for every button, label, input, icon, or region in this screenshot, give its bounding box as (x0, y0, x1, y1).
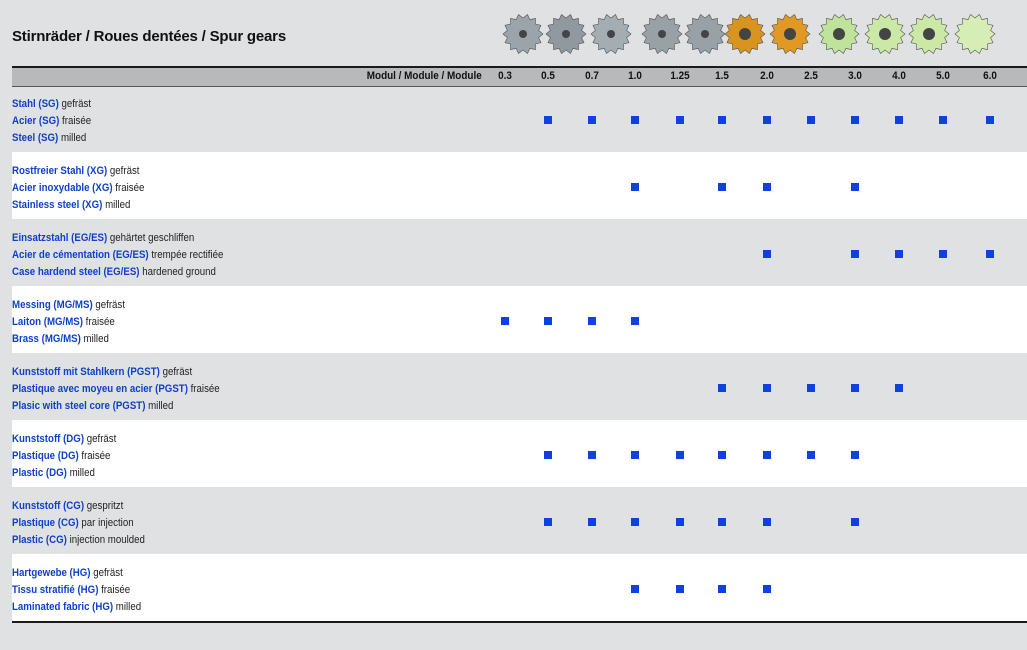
material-line (12, 431, 116, 448)
availability-marker (895, 384, 903, 392)
availability-marker (588, 116, 596, 124)
material-process: fraisée (98, 584, 131, 596)
material-process: milled (113, 601, 142, 613)
availability-marker (631, 451, 639, 459)
material-name-bold: Stainless steel (XG) (12, 199, 103, 211)
material-name-bold: Brass (MG/MS) (12, 333, 81, 345)
material-process: fraisée (59, 115, 92, 127)
availability-marker (763, 183, 771, 191)
material-name (12, 431, 116, 482)
material-line (12, 314, 125, 331)
material-process: gefräst (90, 567, 123, 579)
material-process: gehärtet geschliffen (107, 232, 195, 244)
availability-marker (763, 384, 771, 392)
material-name-bold: Case hardend steel (EG/ES) (12, 266, 140, 278)
material-line (12, 247, 223, 264)
material-line (12, 582, 141, 599)
module-col-6: 2.0 (760, 70, 774, 82)
gear-plastic-3-icon (952, 10, 998, 63)
material-process: milled (102, 199, 131, 211)
material-line (12, 498, 145, 515)
availability-marker (763, 518, 771, 526)
material-process: hardened ground (139, 266, 216, 278)
material-name-bold: Kunststoff (CG) (12, 500, 85, 512)
material-name (12, 163, 144, 214)
material-name (12, 364, 220, 415)
availability-marker (895, 250, 903, 258)
material-process: milled (145, 400, 174, 412)
availability-marker (851, 518, 859, 526)
availability-marker (718, 183, 726, 191)
gear-brass-1-icon (722, 10, 768, 63)
material-row (12, 555, 1027, 623)
material-process: gefräst (107, 165, 140, 177)
module-col-9: 4.0 (892, 70, 906, 82)
material-process: milled (58, 132, 87, 144)
material-row (12, 354, 1027, 421)
material-line (12, 532, 145, 549)
material-line (12, 163, 144, 180)
material-process: milled (80, 333, 109, 345)
material-line (12, 96, 91, 113)
material-name-bold: Tissu stratifié (HG) (12, 584, 99, 596)
module-col-1: 0.5 (541, 70, 555, 82)
availability-marker (763, 451, 771, 459)
material-row (12, 86, 1027, 153)
page-title: Stirnräder / Roues dentées / Spur gears (12, 28, 286, 45)
material-row (12, 153, 1027, 220)
availability-marker (718, 116, 726, 124)
availability-marker (501, 317, 509, 325)
material-process: fraisée (78, 450, 111, 462)
module-col-11: 6.0 (983, 70, 997, 82)
availability-marker (763, 250, 771, 258)
material-name (12, 565, 141, 616)
module-col-2: 0.7 (585, 70, 599, 82)
materials-table (12, 86, 1027, 623)
availability-marker (544, 451, 552, 459)
material-line (12, 197, 144, 214)
material-line (12, 130, 91, 147)
material-process: trempée rectifiée (148, 249, 224, 261)
material-line (12, 264, 223, 281)
availability-marker (851, 250, 859, 258)
material-name-bold: Plastic (CG) (12, 534, 67, 546)
material-name-bold: Rostfreier Stahl (XG) (12, 165, 108, 177)
material-name-bold: Plastique (DG) (12, 450, 79, 462)
availability-marker (807, 451, 815, 459)
availability-marker (676, 585, 684, 593)
module-col-4: 1.25 (670, 70, 690, 82)
material-line (12, 465, 116, 482)
material-row (12, 421, 1027, 488)
availability-marker (807, 116, 815, 124)
material-name-bold: Einsatzstahl (EG/ES) (12, 232, 108, 244)
availability-marker (676, 451, 684, 459)
material-process: gefräst (159, 366, 193, 378)
material-line (12, 180, 144, 197)
material-line (12, 230, 223, 247)
material-name-bold: Steel (SG) (12, 132, 59, 144)
module-header-row (12, 66, 1027, 87)
module-col-8: 3.0 (848, 70, 862, 82)
material-process: gefräst (84, 433, 117, 445)
material-process: gefräst (92, 299, 125, 311)
availability-marker (544, 518, 552, 526)
material-name (12, 230, 223, 281)
material-line (12, 297, 125, 314)
material-name-bold: Stahl (SG) (12, 98, 59, 110)
material-line (12, 565, 141, 582)
material-line (12, 381, 220, 398)
availability-marker (631, 585, 639, 593)
module-label: Modul / Module / Module (367, 70, 482, 82)
material-line (12, 448, 116, 465)
material-name (12, 297, 125, 348)
material-process: gefräst (58, 98, 92, 110)
material-name-bold: Laiton (MG/MS) (12, 316, 83, 328)
material-process: injection moulded (66, 534, 145, 546)
availability-marker (718, 451, 726, 459)
availability-marker (631, 116, 639, 124)
material-name-bold: Acier de cémentation (EG/ES) (12, 249, 149, 261)
material-line (12, 515, 145, 532)
availability-marker (986, 116, 994, 124)
availability-marker (588, 451, 596, 459)
material-line (12, 364, 220, 381)
availability-marker (895, 116, 903, 124)
gear-plastic-2-icon (862, 10, 908, 63)
material-name (12, 498, 145, 549)
material-name-bold: Plastique avec moyeu en acier (PGST) (12, 383, 188, 395)
module-col-7: 2.5 (804, 70, 818, 82)
availability-marker (718, 518, 726, 526)
material-name (12, 96, 91, 147)
gear-steel-2-icon (543, 10, 589, 63)
availability-marker (763, 116, 771, 124)
availability-marker (851, 384, 859, 392)
material-name-bold: Plastic (DG) (12, 467, 67, 479)
material-name-bold: Kunststoff mit Stahlkern (PGST) (12, 366, 160, 378)
material-name-bold: Plasic with steel core (PGST) (12, 400, 146, 412)
gear-plastic-2-icon (906, 10, 952, 63)
availability-marker (718, 384, 726, 392)
material-row (12, 488, 1027, 555)
material-line (12, 398, 220, 415)
module-col-0: 0.3 (498, 70, 512, 82)
availability-marker (588, 317, 596, 325)
material-process: fraisée (112, 182, 145, 194)
material-name-bold: Laminated fabric (HG) (12, 601, 114, 613)
material-name-bold: Acier (SG) (12, 115, 60, 127)
gear-steel-3-icon (588, 10, 634, 63)
availability-marker (631, 317, 639, 325)
availability-marker (763, 585, 771, 593)
availability-marker (588, 518, 596, 526)
material-name-bold: Messing (MG/MS) (12, 299, 93, 311)
material-line (12, 599, 141, 616)
availability-marker (939, 250, 947, 258)
material-name-bold: Acier inoxydable (XG) (12, 182, 113, 194)
gear-plastic-1-icon (816, 10, 862, 63)
material-process: fraisée (82, 316, 115, 328)
availability-marker (851, 451, 859, 459)
availability-marker (676, 116, 684, 124)
material-name-bold: Plastique (CG) (12, 517, 79, 529)
availability-marker (544, 116, 552, 124)
availability-marker (718, 585, 726, 593)
material-row (12, 220, 1027, 287)
material-process: milled (66, 467, 95, 479)
module-col-10: 5.0 (936, 70, 950, 82)
availability-marker (631, 518, 639, 526)
gear-images (0, 6, 1027, 64)
availability-marker (986, 250, 994, 258)
module-col-5: 1.5 (715, 70, 729, 82)
material-process: fraisée (187, 383, 220, 395)
material-line (12, 331, 125, 348)
material-line (12, 113, 91, 130)
gear-brass-2-icon (767, 10, 813, 63)
material-process: gespritzt (84, 500, 124, 512)
availability-marker (676, 518, 684, 526)
availability-marker (544, 317, 552, 325)
availability-marker (851, 116, 859, 124)
availability-marker (631, 183, 639, 191)
gear-steel-1-icon (500, 10, 546, 63)
availability-marker (851, 183, 859, 191)
material-name-bold: Kunststoff (DG) (12, 433, 85, 445)
material-process: par injection (78, 517, 134, 529)
availability-marker (807, 384, 815, 392)
availability-marker (939, 116, 947, 124)
module-col-3: 1.0 (628, 70, 642, 82)
material-row (12, 287, 1027, 354)
gear-steel-4-icon (639, 10, 685, 63)
material-name-bold: Hartgewebe (HG) (12, 567, 91, 579)
